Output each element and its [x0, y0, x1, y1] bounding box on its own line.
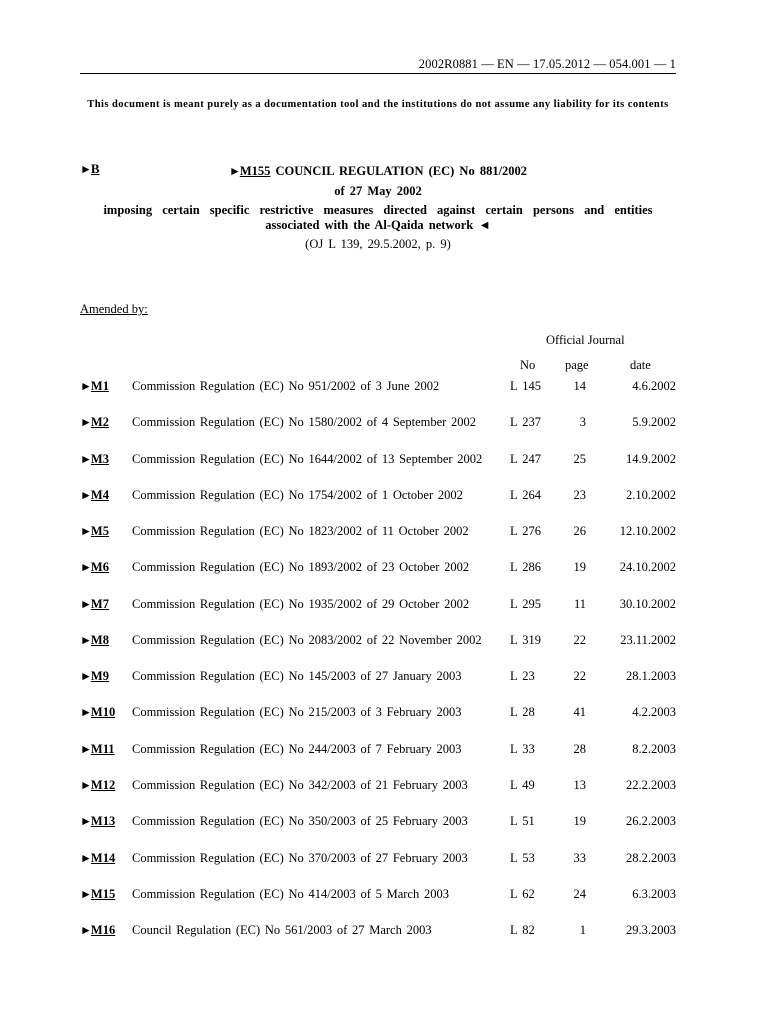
oj-number: L 247 — [510, 452, 542, 466]
amendment-code[interactable]: M8 — [90, 633, 109, 647]
oj-date: 14.9.2002 — [626, 452, 676, 466]
amendment-description: Commission Regulation (EC) No 1893/2002 of 23 October 2002 — [132, 560, 470, 574]
oj-page: 3 — [579, 415, 586, 429]
amendment-marker[interactable] — [80, 887, 115, 902]
amendment-marker[interactable] — [80, 851, 115, 866]
amendment-code[interactable]: M13 — [90, 814, 116, 828]
amendment-code[interactable]: M1 — [90, 379, 109, 393]
column-header-no: No — [520, 358, 536, 372]
amendment-description: Commission Regulation (EC) No 215/2003 of 3 February 2003 — [132, 705, 462, 719]
marker-arrow-icon: ► — [80, 633, 91, 647]
marker-arrow-icon: ► — [80, 379, 91, 393]
amendment-row — [0, 597, 770, 613]
oj-page: 1 — [579, 923, 586, 937]
amendment-marker[interactable] — [80, 742, 115, 757]
marker-arrow-icon: ► — [80, 452, 91, 466]
regulation-title: COUNCIL REGULATION (EC) No 881/2002 — [275, 164, 528, 178]
amendment-row — [0, 705, 770, 721]
oj-number: L 82 — [510, 923, 535, 937]
amendment-description: Commission Regulation (EC) No 342/2003 of 21 February 2003 — [132, 778, 468, 792]
amendment-description: Commission Regulation (EC) No 1644/2002 of 13 September 2002 — [132, 452, 483, 466]
oj-page: 19 — [573, 814, 586, 828]
marker-arrow-icon: ► — [80, 887, 91, 901]
amendment-marker[interactable] — [80, 379, 109, 394]
oj-date: 28.2.2003 — [626, 851, 676, 865]
oj-date: 22.2.2003 — [626, 778, 676, 792]
regulation-title-block — [80, 161, 676, 233]
oj-number: L 319 — [510, 633, 542, 647]
amendment-description: Council Regulation (EC) No 561/2003 of 27 March 2003 — [132, 923, 432, 937]
amendment-marker[interactable] — [80, 524, 109, 539]
amendment-row — [0, 851, 770, 867]
amendment-row — [0, 415, 770, 431]
amendment-row — [0, 742, 770, 758]
amendment-code[interactable]: M4 — [90, 488, 109, 502]
amendment-code[interactable]: M11 — [90, 742, 115, 756]
amendment-marker[interactable] — [80, 814, 115, 829]
oj-number: L 237 — [510, 415, 542, 429]
amendment-description: Commission Regulation (EC) No 370/2003 of 27 February 2003 — [132, 851, 468, 865]
amendment-row — [0, 778, 770, 794]
amended-by-heading: Amended by: — [80, 302, 148, 316]
oj-number: L 264 — [510, 488, 542, 502]
marker-arrow-icon: ► — [80, 669, 91, 683]
oj-number: L 53 — [510, 851, 535, 865]
amendment-marker[interactable] — [80, 778, 115, 793]
oj-date: 6.3.2003 — [632, 887, 676, 901]
oj-page: 22 — [573, 669, 586, 683]
amendment-description: Commission Regulation (EC) No 951/2002 of 3 June 2002 — [132, 379, 440, 393]
oj-number: L 276 — [510, 524, 542, 538]
marker-arrow-icon: ► — [80, 814, 91, 828]
header-rule — [80, 73, 676, 74]
marker-arrow-icon: ► — [80, 415, 91, 429]
marker-arrow-icon: ► — [80, 705, 91, 719]
oj-number: L 286 — [510, 560, 542, 574]
oj-page: 11 — [573, 597, 586, 611]
amendment-marker[interactable] — [80, 560, 109, 575]
oj-date: 4.6.2002 — [632, 379, 676, 393]
oj-page: 23 — [573, 488, 586, 502]
amendment-code[interactable]: M15 — [90, 887, 116, 901]
oj-page: 41 — [573, 705, 586, 719]
disclaimer: This document is meant purely as a documentation tool and the institutions do not assume any liability for its contents — [87, 99, 669, 110]
oj-page: 19 — [573, 560, 586, 574]
oj-page: 33 — [573, 851, 586, 865]
marker-arrow-icon: ► — [80, 162, 91, 176]
amendment-description: Commission Regulation (EC) No 1935/2002 of 29 October 2002 — [132, 597, 470, 611]
oj-date: 28.1.2003 — [626, 669, 676, 683]
oj-number: L 33 — [510, 742, 535, 756]
amendment-row — [0, 669, 770, 685]
amendment-description: Commission Regulation (EC) No 414/2003 of 5 March 2003 — [132, 887, 449, 901]
oj-reference: (OJ L 139, 29.5.2002, p. 9) — [305, 237, 451, 251]
title-arrow-icon: ► — [228, 164, 240, 178]
amendment-marker[interactable] — [80, 415, 109, 430]
amendment-code[interactable]: M5 — [90, 524, 109, 538]
oj-date: 23.11.2002 — [620, 633, 676, 647]
oj-date: 30.10.2002 — [619, 597, 676, 611]
oj-page: 22 — [573, 633, 586, 647]
oj-page: 14 — [573, 379, 586, 393]
marker-arrow-icon: ► — [80, 742, 91, 756]
oj-number: L 295 — [510, 597, 542, 611]
oj-date: 4.2.2003 — [632, 705, 676, 719]
amendment-code[interactable]: M16 — [90, 923, 116, 937]
amendment-code[interactable]: M12 — [90, 778, 116, 792]
marker-arrow-icon: ► — [80, 851, 91, 865]
regulation-date: of 27 May 2002 — [334, 184, 422, 198]
amendment-description: Commission Regulation (EC) No 244/2003 of 7 February 2003 — [132, 742, 462, 756]
oj-number: L 51 — [510, 814, 535, 828]
amendment-marker[interactable] — [80, 633, 109, 648]
amendment-code[interactable]: M14 — [90, 851, 116, 865]
oj-page: 25 — [573, 452, 586, 466]
amendment-description: Commission Regulation (EC) No 145/2003 of 27 January 2003 — [132, 669, 462, 683]
amendment-row — [0, 887, 770, 903]
column-header-date: date — [630, 358, 651, 372]
amendment-code[interactable]: M10 — [90, 705, 116, 719]
title-line-4 — [80, 218, 676, 233]
oj-number: L 62 — [510, 887, 535, 901]
title-line-1 — [80, 161, 676, 181]
amendment-row — [0, 488, 770, 504]
oj-number: L 49 — [510, 778, 535, 792]
document-id: 2002R0881 — EN — 17.05.2012 — 054.001 — 1 — [418, 57, 676, 71]
base-act-code[interactable]: B — [90, 161, 100, 176]
marker-arrow-icon: ► — [80, 923, 91, 937]
oj-date: 12.10.2002 — [619, 524, 676, 538]
amendment-marker[interactable] — [80, 488, 109, 503]
amendment-marker[interactable] — [80, 452, 109, 467]
amendment-code[interactable]: M7 — [90, 597, 109, 611]
amendment-row — [0, 814, 770, 830]
oj-page: 28 — [573, 742, 586, 756]
oj-date: 2.10.2002 — [626, 488, 676, 502]
amendment-description: Commission Regulation (EC) No 1823/2002 of 11 October 2002 — [132, 524, 469, 538]
marker-arrow-icon: ► — [80, 524, 91, 538]
amendment-code[interactable]: M3 — [90, 452, 109, 466]
page-header — [80, 57, 676, 72]
amendment-marker[interactable] — [80, 923, 115, 938]
oj-page: 26 — [573, 524, 586, 538]
amendment-marker[interactable] — [80, 669, 109, 684]
oj-number: L 28 — [510, 705, 535, 719]
amendment-description: Commission Regulation (EC) No 1580/2002 of 4 September 2002 — [132, 415, 477, 429]
amendment-row — [0, 379, 770, 395]
amendment-description: Commission Regulation (EC) No 350/2003 of 25 February 2003 — [132, 814, 468, 828]
oj-date: 26.2.2003 — [626, 814, 676, 828]
oj-page: 13 — [573, 778, 586, 792]
amendment-row — [0, 560, 770, 576]
amendment-row — [0, 452, 770, 468]
end-marker-arrow-icon: ◄ — [478, 218, 491, 232]
oj-page: 24 — [573, 887, 586, 901]
amendment-description: Commission Regulation (EC) No 2083/2002 of 22 November 2002 — [132, 633, 482, 647]
official-journal-heading: Official Journal — [546, 333, 625, 347]
regulation-subject-1: imposing certain specific restrictive measures directed against certain persons and entities — [103, 203, 653, 217]
amendment-code[interactable]: M6 — [90, 560, 109, 574]
column-header-page: page — [565, 358, 589, 372]
marker-arrow-icon: ► — [80, 560, 91, 574]
title-amendment-marker[interactable]: M155 — [239, 164, 271, 178]
oj-date: 24.10.2002 — [619, 560, 676, 574]
amendment-code[interactable]: M2 — [90, 415, 109, 429]
marker-arrow-icon: ► — [80, 597, 91, 611]
amendment-row — [0, 923, 770, 939]
amendment-code[interactable]: M9 — [90, 669, 109, 683]
amendment-marker[interactable] — [80, 597, 109, 612]
oj-number: L 145 — [510, 379, 542, 393]
amendment-description: Commission Regulation (EC) No 1754/2002 of 1 October 2002 — [132, 488, 463, 502]
amendment-row — [0, 633, 770, 649]
oj-date: 8.2.2003 — [632, 742, 676, 756]
regulation-subject-2: associated with the Al-Qaida network — [265, 218, 474, 232]
oj-number: L 23 — [510, 669, 535, 683]
marker-arrow-icon: ► — [80, 778, 91, 792]
amendment-row — [0, 524, 770, 540]
amendment-marker[interactable] — [80, 705, 115, 720]
oj-date: 5.9.2002 — [632, 415, 676, 429]
marker-arrow-icon: ► — [80, 488, 91, 502]
oj-date: 29.3.2003 — [626, 923, 676, 937]
